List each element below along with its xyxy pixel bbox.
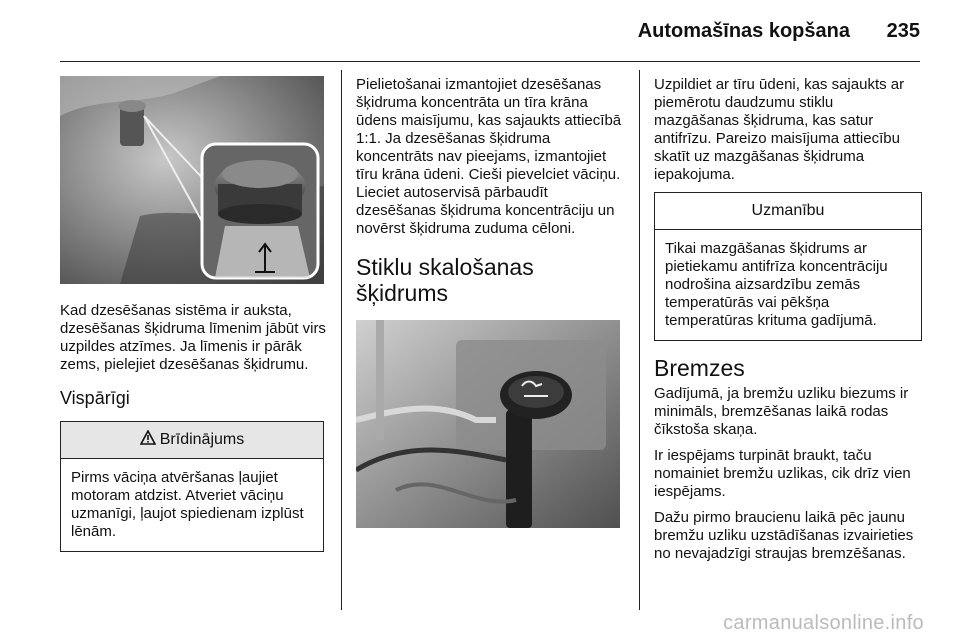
heading-line-1: Stiklu skalošanas [356,254,534,280]
warning-box [60,421,324,552]
page-number: 235 [886,20,920,42]
coolant-mixture-paragraph: Pielietošanai izmantojiet dzesēšanas šķidruma koncentrāta un tīra krāna ūdens maisījumu, kas sajaukts attiecībā 1:1. Ja dzesēšanas šķidruma koncentrāts nav pieejams, izmantojiet tīru krāna ūdeni. Cieši pievelciet vāciņu. Lieciet autoservisā pārbaudīt dzesēšanas šķidruma koncentrāciju un novērst šķidruma zuduma cēloni. [356,76,622,237]
column-divider-2 [639,70,640,610]
heading-line-2: šķidrums [356,280,449,306]
warning-triangle-icon [140,430,156,450]
brakes-paragraph-1: Gadījumā, ja bremžu uzliku biezums ir minimāls, bremzēšanas laikā rodas čīkstoša skaņa. [654,385,909,438]
warning-title: Brīdinājums [159,431,245,448]
column-3 [654,76,922,571]
caution-box [654,192,922,341]
coolant-reservoir-image [60,76,324,284]
warning-text: Pirms vāciņa atvēršanas ļaujiet motoram atdzist. Atveriet vāciņu uzmanīgi, ļaujot spiedienam izplūst lēnām. [71,469,304,540]
washer-fluid-image [356,320,620,528]
warning-box-header [61,422,323,459]
subheading-general: Vispārīgi [60,388,130,408]
page-title: Automašīnas kopšana [637,20,850,42]
header-rule [60,61,920,62]
caution-text: Tikai mazgāšanas šķidrums ar pietiekamu antifrīza koncentrāciju nodrošina aizsardzību zemās temperatūrās vai pēkšņa temperatūras krituma gadījumā. [665,240,888,329]
brakes-paragraph-2: Ir iespējams turpināt braukt, taču nomainiet bremžu uzlikas, cik drīz vien iespējams. [654,447,911,500]
watermark: carmanualsonline.info [723,612,924,634]
section-heading-washer-fluid [356,254,624,306]
column-1 [60,76,326,552]
washer-fill-paragraph: Uzpildiet ar tīru ūdeni, kas sajaukts ar piemērotu daudzumu stiklu mazgāšanas šķidruma, kas satur antifrīzu. Pareizo maisījuma attiecību skatīt uz mazgāšanas šķidruma iepakojuma. [654,76,905,183]
column-2 [356,76,624,528]
column-divider-1 [341,70,342,610]
section-heading-brakes: Bremzes [654,355,745,381]
coolant-reservoir-cap-photo-icon [60,76,324,284]
caution-box-header [655,193,921,230]
caution-title: Uzmanību [751,202,825,219]
coolant-level-paragraph: Kad dzesēšanas sistēma ir auksta, dzesēšanas šķidruma līmenim jābūt virs uzpildes atzīmes. Ja līmenis ir pārāk zems, pielejiet dzesēšanas šķidrumu. [60,302,326,373]
brakes-paragraph-3: Dažu pirmo braucienu laikā pēc jaunu bremžu uzliku uzstādīšanas izvairieties no nevajadzīgi straujas bremzēšanas. [654,509,914,562]
washer-fluid-reservoir-photo-icon [356,320,620,528]
